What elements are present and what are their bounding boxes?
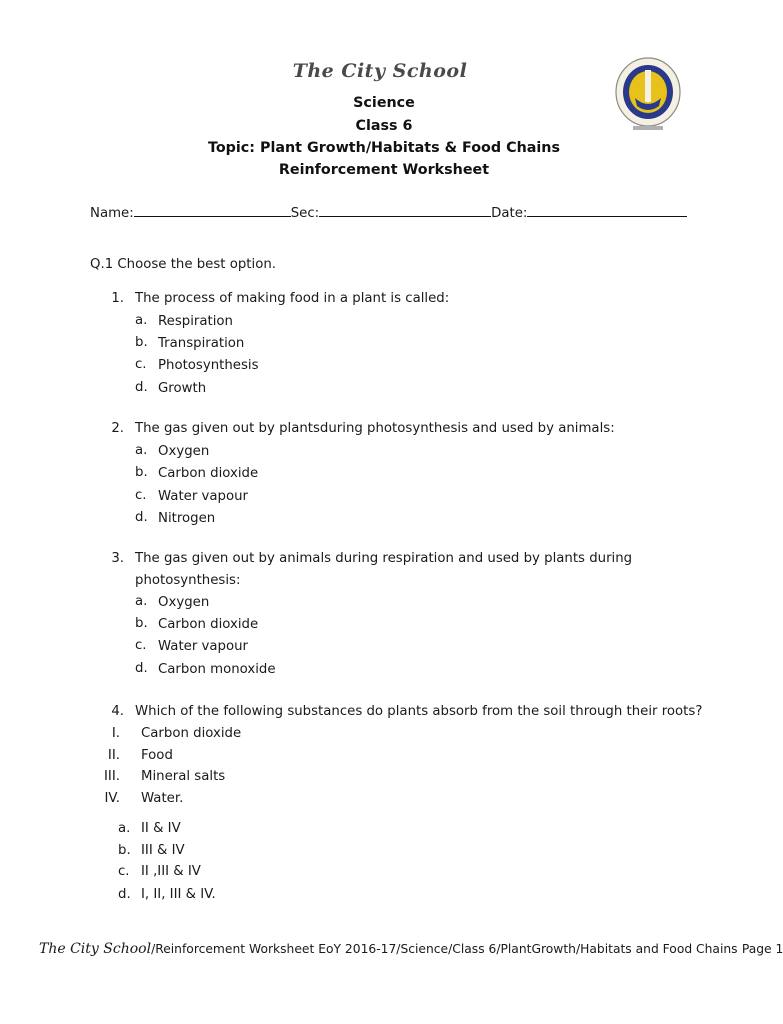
name-field[interactable]	[134, 203, 291, 217]
option-letter: c.	[135, 638, 147, 653]
option-letter: d.	[118, 887, 131, 902]
option-text: Growth	[158, 381, 207, 396]
question-text-continued: photosynthesis:	[135, 573, 241, 588]
page-footer	[39, 941, 783, 957]
roman-item-text: Water.	[141, 791, 184, 806]
sec-label: Sec:	[290, 206, 320, 221]
roman-numeral: I.	[111, 726, 120, 741]
option-letter: c.	[135, 488, 147, 503]
roman-numeral: II.	[107, 748, 120, 763]
footer-page-number: Page 1	[741, 942, 783, 956]
roman-numeral: III.	[104, 769, 120, 784]
section-heading: Q.1 Choose the best option.	[90, 257, 277, 272]
option-text: I, II, III & IV.	[141, 887, 216, 902]
option-text: Carbon dioxide	[158, 617, 259, 632]
option-text: II & IV	[141, 821, 181, 836]
date-field[interactable]	[527, 203, 687, 217]
option-letter: b.	[135, 465, 148, 480]
option-letter: c.	[118, 864, 130, 879]
roman-item-text: Mineral salts	[141, 769, 226, 784]
class-title: Class 6	[355, 118, 413, 134]
option-text: Nitrogen	[158, 511, 216, 526]
option-text: II ,III & IV	[141, 864, 201, 879]
option-letter: b.	[135, 335, 148, 350]
question-number: 1.	[111, 291, 124, 306]
option-letter: a.	[118, 821, 131, 836]
option-text: Water vapour	[158, 639, 249, 654]
option-text: Carbon monoxide	[158, 662, 276, 677]
option-text: Photosynthesis	[158, 358, 259, 373]
worksheet-title: Reinforcement Worksheet	[278, 162, 490, 178]
option-text: Transpiration	[158, 336, 245, 351]
student-info-line	[90, 203, 687, 221]
option-text: Respiration	[158, 314, 233, 329]
footer-school-name: The City School	[39, 941, 152, 957]
option-text: Oxygen	[158, 595, 210, 610]
question-number: 4.	[111, 704, 124, 719]
option-letter: b.	[135, 616, 148, 631]
topic-title: Topic: Plant Growth/Habitats & Food Chains	[208, 140, 560, 156]
date-label: Date:	[491, 206, 528, 221]
option-text: Oxygen	[158, 444, 210, 459]
name-label: Name:	[90, 206, 134, 221]
option-letter: b.	[118, 843, 131, 858]
option-letter: d.	[135, 380, 148, 395]
subject-title: Science	[353, 95, 415, 111]
footer-path: /Reinforcement Worksheet EoY 2016-17/Science/Class 6/PlantGrowth/Habitats and Food Chains	[151, 942, 738, 956]
question-text: The gas given out by plantsduring photosynthesis and used by animals:	[135, 421, 615, 436]
option-letter: a.	[135, 313, 148, 328]
question-number: 3.	[111, 551, 124, 566]
option-letter: d.	[135, 661, 148, 676]
question-text: Which of the following substances do plants absorb from the soil through their roots?	[135, 704, 703, 719]
question-number: 2.	[111, 421, 124, 436]
option-letter: a.	[135, 594, 148, 609]
question-text: The process of making food in a plant is called:	[135, 291, 450, 306]
roman-item-text: Food	[141, 748, 173, 763]
sec-field[interactable]	[319, 203, 491, 217]
school-logo-text: The City School	[292, 60, 468, 82]
option-letter: d.	[135, 510, 148, 525]
roman-item-text: Carbon dioxide	[141, 726, 242, 741]
option-letter: a.	[135, 443, 148, 458]
option-text: III & IV	[141, 843, 185, 858]
option-letter: c.	[135, 357, 147, 372]
roman-numeral: IV.	[104, 791, 120, 806]
question-text: The gas given out by animals during respiration and used by plants during	[135, 551, 633, 566]
option-text: Water vapour	[158, 489, 249, 504]
option-text: Carbon dioxide	[158, 466, 259, 481]
